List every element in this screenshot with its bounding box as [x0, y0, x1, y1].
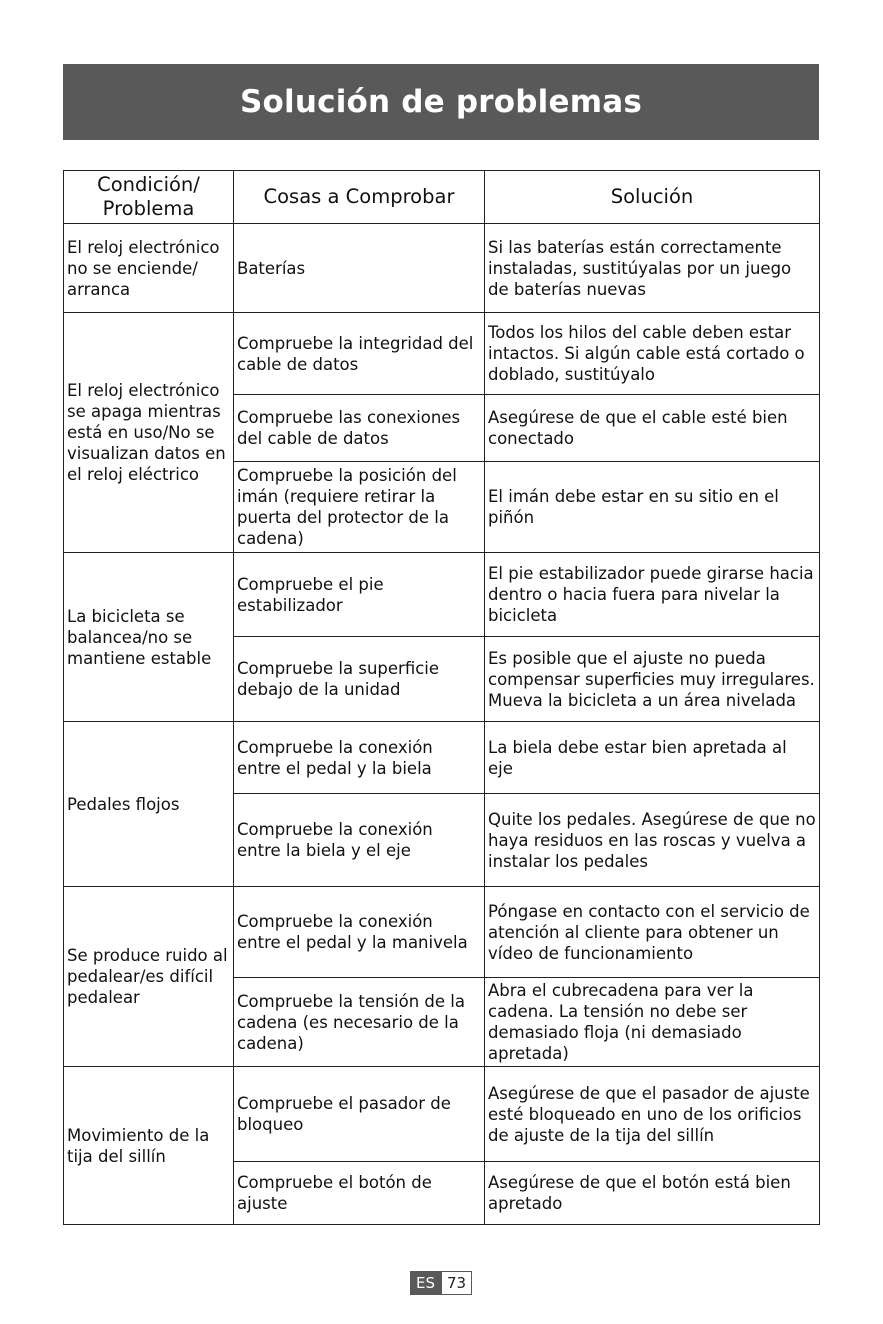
check-cell: Compruebe el botón de ajuste: [234, 1162, 485, 1225]
solution-cell: El pie estabilizador puede girarse hacia dentro o hacia fuera para nivelar la bicicleta: [485, 553, 820, 637]
page-title: Solución de problemas: [240, 84, 642, 120]
table-row: [64, 1067, 820, 1162]
table-row: [64, 553, 820, 637]
condition-cell: La bicicleta se balancea/no se mantiene estable: [64, 553, 234, 722]
table-row: [64, 887, 820, 978]
check-cell: Compruebe la posición del imán (requiere retirar la puerta del protector de la cadena): [234, 462, 485, 553]
header-checks: Cosas a Comprobar: [234, 171, 485, 224]
check-cell: Baterías: [234, 224, 485, 313]
check-cell: Compruebe la integridad del cable de datos: [234, 313, 485, 395]
check-cell: Compruebe la conexión entre la biela y el eje: [234, 794, 485, 887]
solution-cell: Póngase en contacto con el servicio de atención al cliente para obtener un vídeo de funcionamiento: [485, 887, 820, 978]
solution-cell: Todos los hilos del cable deben estar intactos. Si algún cable está cortado o doblado, sustitúyalo: [485, 313, 820, 395]
check-cell: Compruebe la tensión de la cadena (es necesario de la cadena): [234, 978, 485, 1067]
check-cell: Compruebe la conexión entre el pedal y la manivela: [234, 887, 485, 978]
solution-cell: El imán debe estar en su sitio en el piñón: [485, 462, 820, 553]
page-number-badge: [410, 1271, 472, 1295]
condition-cell: El reloj electrónico se apaga mientras está en uso/No se visualizan datos en el reloj eléctrico: [64, 313, 234, 553]
language-code: ES: [410, 1271, 441, 1295]
check-cell: Compruebe la conexión entre el pedal y la biela: [234, 722, 485, 794]
solution-cell: Asegúrese de que el botón está bien apretado: [485, 1162, 820, 1225]
table-row: [64, 722, 820, 794]
condition-cell: Se produce ruido al pedalear/es difícil pedalear: [64, 887, 234, 1067]
table-row: [64, 224, 820, 313]
check-cell: Compruebe el pasador de bloqueo: [234, 1067, 485, 1162]
solution-cell: Abra el cubrecadena para ver la cadena. La tensión no debe ser demasiado floja (ni demasiado apretada): [485, 978, 820, 1067]
page-number: 73: [441, 1271, 472, 1295]
table-header-row: [64, 171, 820, 224]
solution-cell: Asegúrese de que el pasador de ajuste esté bloqueado en uno de los orificios de ajuste de la tija del sillín: [485, 1067, 820, 1162]
check-cell: Compruebe el pie estabilizador: [234, 553, 485, 637]
solution-cell: Asegúrese de que el cable esté bien conectado: [485, 395, 820, 462]
page-title-banner: [63, 64, 819, 140]
solution-cell: La biela debe estar bien apretada al eje: [485, 722, 820, 794]
solution-cell: Es posible que el ajuste no pueda compensar superficies muy irregulares. Mueva la bicicleta a un área nivelada: [485, 637, 820, 722]
table-row: [64, 313, 820, 395]
header-solution: Solución: [485, 171, 820, 224]
condition-cell: Pedales flojos: [64, 722, 234, 887]
condition-cell: El reloj electrónico no se enciende/ arranca: [64, 224, 234, 313]
header-condition: Condición/ Problema: [64, 171, 234, 224]
solution-cell: Si las baterías están correctamente instaladas, sustitúyalas por un juego de baterías nuevas: [485, 224, 820, 313]
check-cell: Compruebe la superficie debajo de la unidad: [234, 637, 485, 722]
condition-cell: Movimiento de la tija del sillín: [64, 1067, 234, 1225]
solution-cell: Quite los pedales. Asegúrese de que no haya residuos en las roscas y vuelva a instalar los pedales: [485, 794, 820, 887]
check-cell: Compruebe las conexiones del cable de datos: [234, 395, 485, 462]
troubleshooting-table: [63, 170, 820, 1225]
